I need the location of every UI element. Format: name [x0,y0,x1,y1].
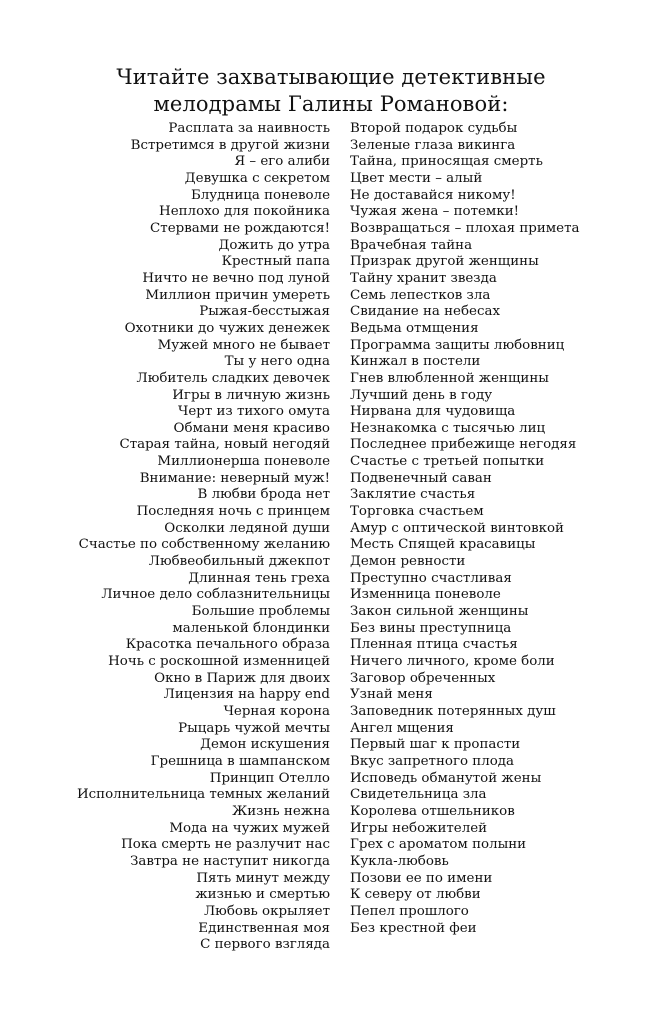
book-title: Демон ревности [350,554,466,570]
book-title: С первого взгляда [200,937,330,953]
book-title: Дожить до утра [218,237,330,253]
book-title: Встретимся в другой жизни [130,137,330,153]
book-title: Позови ее по имени [350,870,493,886]
book-title: Пленная птица счастья [350,637,518,653]
book-title: Исполнительница темных желаний [77,787,330,803]
book-title: Счастье по собственному желанию [78,537,330,553]
book-title: Узнай меня [350,687,433,703]
book-title: Мужей много не бывает [157,337,330,353]
book-title: Осколки ледяной души [164,520,330,536]
book-title: Нирвана для чудовища [350,404,516,420]
book-title: Кукла-любовь [350,853,449,869]
book-title: Ведьма отмщения [350,320,479,336]
book-title: Гнев влюбленной женщины [350,370,549,386]
book-title: Красотка печального образа [125,637,330,653]
book-title: Миллионерша поневоле [157,454,330,470]
book-title: Я – его алиби [234,154,330,170]
book-title: Не доставайся никому! [350,187,516,203]
book-title: Любовь окрыляет [204,903,330,919]
book-title: Первый шаг к пропасти [350,737,521,753]
book-title: Пепел прошлого [350,903,469,919]
book-title: Грех с ароматом полыни [350,837,527,853]
book-title: Последнее прибежище негодяя [350,437,577,453]
book-title: Последняя ночь с принцем [136,504,330,520]
book-title: Исповедь обманутой жены [350,770,542,786]
book-title: Обмани меня красиво [173,420,330,436]
heading-line-1: Читайте захватывающие детективные [116,65,546,89]
book-title: Ничего личного, кроме боли [350,654,555,669]
book-title: К северу от любви [350,887,481,903]
book-title: Заповедник потерянных душ [350,703,556,719]
book-title: Свидание на небесах [350,304,501,320]
book-title: Рыцарь чужой мечты [178,720,330,736]
book-title: Закон сильной женщины [350,604,529,620]
book-title: Игры в личную жизнь [172,387,330,403]
book-title: Заговор обреченных [350,670,496,686]
book-title: Пока смерть не разлучит нас [121,837,330,853]
book-title: Королева отшельников [350,803,515,819]
book-title: Завтра не наступит никогда [130,853,330,869]
book-title: Крестный папа [221,254,330,270]
book-title: Девушка с секретом [184,170,330,186]
book-title: Блудница поневоле [190,187,330,203]
book-title: Без крестной феи [350,920,477,936]
book-title: Свидетельница зла [350,787,487,803]
book-title: Подвенечный саван [350,470,492,486]
book-title: Тайну хранит звезда [350,270,497,286]
book-title: маленькой блондинки [172,620,330,636]
book-title: Неплохо для покойника [159,204,330,220]
book-title: Вкус запретного плода [350,753,515,769]
titles-left-column [77,121,330,954]
book-title: В любви брода нет [197,487,330,503]
book-title: Программа защиты любовниц [350,337,565,353]
book-title: Возвращаться – плохая примета [350,220,580,236]
book-title: Семь лепестков зла [350,287,491,303]
book-title: Кинжал в постели [350,354,481,370]
book-title: Большие проблемы [191,604,330,620]
book-title: Внимание: неверный муж! [139,470,330,486]
book-title: Мода на чужих мужей [169,820,330,836]
book-title: Торговка счастьем [350,504,484,520]
book-title: Счастье с третьей попытки [350,454,545,470]
book-title: Ангел мщения [350,720,454,736]
book-title: Ночь с роскошной изменницей [108,654,330,669]
book-title: Игры небожителей [350,820,488,836]
book-title: Без вины преступница [350,620,512,636]
book-title: Цвет мести – алый [350,170,483,186]
book-title: Охотники до чужих денежек [124,320,330,336]
book-title: Чужая жена – потемки! [350,204,520,220]
titles-right-column [350,121,579,937]
book-title: Грешница в шампанском [150,753,330,769]
book-title: Любитель сладких девочек [136,370,330,386]
book-title: Врачебная тайна [350,237,473,253]
book-title: Ты у него одна [224,354,330,370]
book-title: Второй подарок судьбы [350,121,518,136]
page-heading [0,64,662,118]
book-title: Незнакомка с тысячью лиц [350,420,546,436]
book-title: Жизнь нежна [232,803,330,819]
book-title: Единственная моя [198,920,330,936]
heading-line-2: мелодрамы Галины Романовой: [153,92,509,116]
book-title: Рыжая-бесстыжая [199,304,330,320]
book-title: жизнью и смертью [195,887,330,903]
book-title: Заклятие счастья [350,487,476,503]
book-title: Любвеобильный джекпот [148,554,330,570]
book-title: Длинная тень греха [188,570,330,586]
book-title: Черт из тихого омута [177,404,330,420]
book-title: Миллион причин умереть [145,287,330,303]
book-title: Тайна, приносящая смерть [350,154,543,170]
book-title: Преступно счастливая [350,570,512,586]
book-title: Лицензия на happy end [163,687,330,703]
book-title: Окно в Париж для двоих [154,670,330,686]
book-title: Расплата за наивность [168,121,330,136]
book-title: Демон искушения [200,737,330,753]
book-title: Старая тайна, новый негодяй [119,437,330,453]
book-title: Личное дело соблазнительницы [101,587,330,603]
book-title: Зеленые глаза викинга [350,137,516,153]
book-title: Принцип Отелло [209,770,330,786]
book-title: Лучший день в году [350,387,493,403]
book-title: Пять минут между [196,870,330,886]
book-title: Амур с оптической винтовкой [350,520,564,536]
book-title: Стервами не рождаются! [150,220,330,236]
book-title: Ничто не вечно под луной [142,270,330,286]
book-title: Изменница поневоле [350,587,501,603]
book-title: Черная корона [223,703,330,719]
book-title: Месть Спящей красавицы [350,537,536,553]
book-title: Призрак другой женщины [350,254,539,270]
